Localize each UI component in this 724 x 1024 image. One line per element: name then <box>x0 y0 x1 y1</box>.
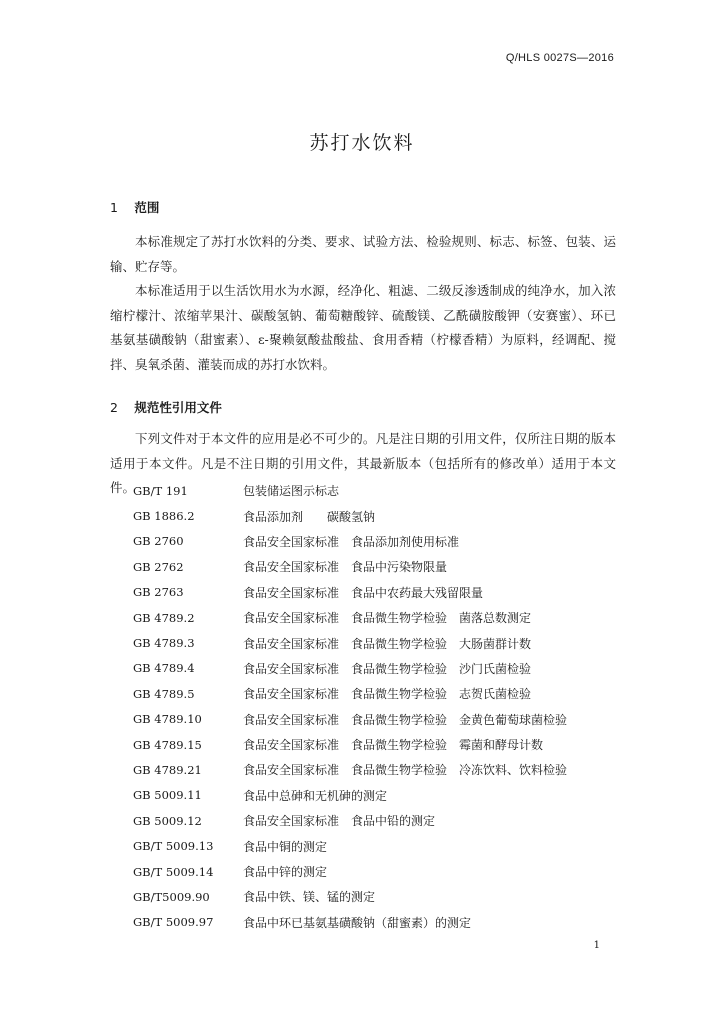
reference-code: GB 4789.2 <box>133 610 195 625</box>
reference-title: 食品安全国家标准 食品微生物学检验 霉菌和酵母计数 <box>243 738 544 753</box>
reference-code: GB 4789.15 <box>133 737 202 752</box>
reference-item <box>133 656 623 681</box>
section-heading-text: 范围 <box>134 200 160 215</box>
reference-code: GB/T5009.90 <box>133 889 210 904</box>
reference-item <box>133 910 623 935</box>
reference-item <box>133 707 623 732</box>
reference-code: GB/T 5009.14 <box>133 864 214 879</box>
reference-code: GB 4789.21 <box>133 762 202 777</box>
reference-title: 食品安全国家标准 食品微生物学检验 菌落总数测定 <box>243 611 532 626</box>
reference-code: GB 4789.4 <box>133 661 195 676</box>
reference-list <box>133 478 623 935</box>
reference-title: 食品安全国家标准 食品微生物学检验 金黄色葡萄球菌检验 <box>243 712 568 727</box>
reference-item <box>133 580 623 605</box>
reference-title: 包装储运图示标志 <box>243 484 340 499</box>
reference-code: GB/T 191 <box>133 483 188 498</box>
reference-item <box>133 503 623 528</box>
reference-code: GB 2762 <box>133 559 184 574</box>
reference-title: 食品中环已基氨基磺酸钠（甜蜜素）的测定 <box>243 915 472 930</box>
reference-code: GB 5009.11 <box>133 788 202 803</box>
reference-item <box>133 605 623 630</box>
reference-title: 食品安全国家标准 食品微生物学检验 志贺氏菌检验 <box>243 687 532 702</box>
reference-code: GB 4789.5 <box>133 686 195 701</box>
document-title: 苏打水饮料 <box>309 132 415 154</box>
reference-item <box>133 529 623 554</box>
reference-title: 食品中总砷和无机砷的测定 <box>243 788 388 803</box>
reference-item <box>133 833 623 858</box>
section-heading-scope <box>110 198 159 216</box>
reference-item <box>133 783 623 808</box>
reference-title: 食品安全国家标准 食品中农药最大残留限量 <box>243 585 484 600</box>
reference-title: 食品安全国家标准 食品微生物学检验 大肠菌群计数 <box>243 636 532 651</box>
reference-item <box>133 630 623 655</box>
reference-code: GB 2763 <box>133 585 184 600</box>
reference-title: 食品安全国家标准 食品微生物学检验 冷冻饮料、饮料检验 <box>243 763 568 778</box>
reference-item <box>133 884 623 909</box>
reference-item <box>133 859 623 884</box>
reference-item <box>133 681 623 706</box>
section-heading-normative-references <box>110 398 222 416</box>
reference-item <box>133 757 623 782</box>
reference-title: 食品安全国家标准 食品中铅的测定 <box>243 814 436 829</box>
section-number: 1 <box>110 200 118 215</box>
reference-code: GB 2760 <box>133 534 184 549</box>
reference-title: 食品添加剂 碳酸氢钠 <box>243 509 376 524</box>
reference-title: 食品安全国家标准 食品微生物学检验 沙门氏菌检验 <box>243 661 532 676</box>
standard-code: Q/HLS 0027S—2016 <box>505 52 614 64</box>
scope-paragraph-2: 本标准适用于以生活饮用水为水源，经净化、粗滤、二级反渗透制成的纯净水，加入浓缩柠檬汁、浓缩苹果汁、碳酸氢钠、葡萄糖酸锌、硫酸镁、乙酰磺胺酸钾（安赛蜜）、环已基氨基磺酸钠（甜蜜素）、ε-聚赖氨酸盐酸盐、食用香精（柠檬香精）为原料，经调配、搅拌、臭氧杀菌、灌装而成的苏打水饮料。 <box>110 283 616 372</box>
section-heading-text: 规范性引用文件 <box>134 400 222 415</box>
reference-code: GB 1886.2 <box>133 509 195 524</box>
reference-item <box>133 478 623 503</box>
reference-title: 食品中锌的测定 <box>243 865 328 880</box>
section-number: 2 <box>110 400 118 415</box>
reference-title: 食品安全国家标准 食品添加剂使用标准 <box>243 534 460 549</box>
reference-item <box>133 808 623 833</box>
reference-title: 食品安全国家标准 食品中污染物限量 <box>243 560 448 575</box>
reference-code: GB 4789.10 <box>133 712 202 727</box>
scope-paragraph-1: 本标准规定了苏打水饮料的分类、要求、试验方法、检验规则、标志、标签、包装、运输、贮存等。 <box>110 234 616 274</box>
reference-code: GB 5009.12 <box>133 813 202 828</box>
reference-item <box>133 732 623 757</box>
reference-title: 食品中铜的测定 <box>243 839 328 854</box>
page-number: 1 <box>593 940 600 951</box>
reference-code: GB/T 5009.13 <box>133 839 214 854</box>
references-intro-paragraph: 下列文件对于本文件的应用是必不可少的。凡是注日期的引用文件，仅所注日期的版本适用于本文件。凡是不注日期的引用文件，其最新版本（包括所有的修改单）适用于本文件。 <box>110 431 616 495</box>
reference-code: GB/T 5009.97 <box>133 915 214 930</box>
reference-code: GB 4789.3 <box>133 636 195 651</box>
reference-item <box>133 554 623 579</box>
reference-title: 食品中铁、镁、锰的测定 <box>243 890 376 905</box>
